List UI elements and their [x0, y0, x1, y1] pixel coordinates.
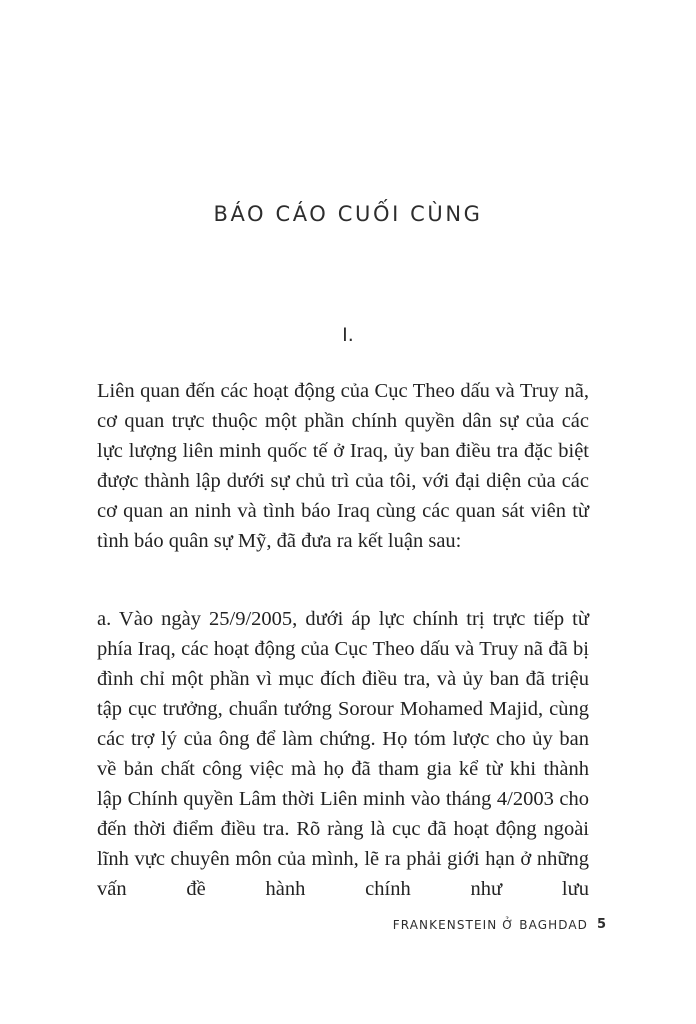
body-paragraph-2: a. Vào ngày 25/9/2005, dưới áp lực chính trị trực tiếp từ phía Iraq, các hoạt động của Cục Theo dấu và Truy nã đã bị đình chỉ một phần vì mục đích điều tra, và ủy ban đã triệu tập cục trưởng, chuẩn tướng Sorour Mohamed Majid, cùng các trợ lý của ông để làm chứng. Họ tóm lược cho ủy ban về bản chất công việc mà họ đã tham gia kể từ khi thành lập Chính quyền Lâm thời Liên minh vào tháng 4/2003 cho đến thời điểm điều tra. Rõ ràng là cục đã hoạt động ngoài lĩnh vực chuyên môn của mình, lẽ ra phải giới hạn ở những vấn đề hành chính như lưu [97, 608, 589, 900]
page-number: 5 [597, 917, 607, 932]
body-paragraph-1: Liên quan đến các hoạt động của Cục Theo dấu và Truy nã, cơ quan trực thuộc một phần chính quyền dân sự của các lực lượng liên minh quốc tế ở Iraq, ủy ban điều tra đặc biệt được thành lập dưới sự chủ trì của tôi, với đại diện của các cơ quan an ninh và tình báo Iraq cùng các quan sát viên từ tình báo quân sự Mỹ, đã đưa ra kết luận sau: [97, 380, 589, 552]
section-number: I. [342, 324, 354, 346]
chapter-title: BÁO CÁO CUỐI CÙNG [213, 202, 483, 226]
running-footer-title: FRANKENSTEIN Ở BAGHDAD [392, 918, 588, 932]
